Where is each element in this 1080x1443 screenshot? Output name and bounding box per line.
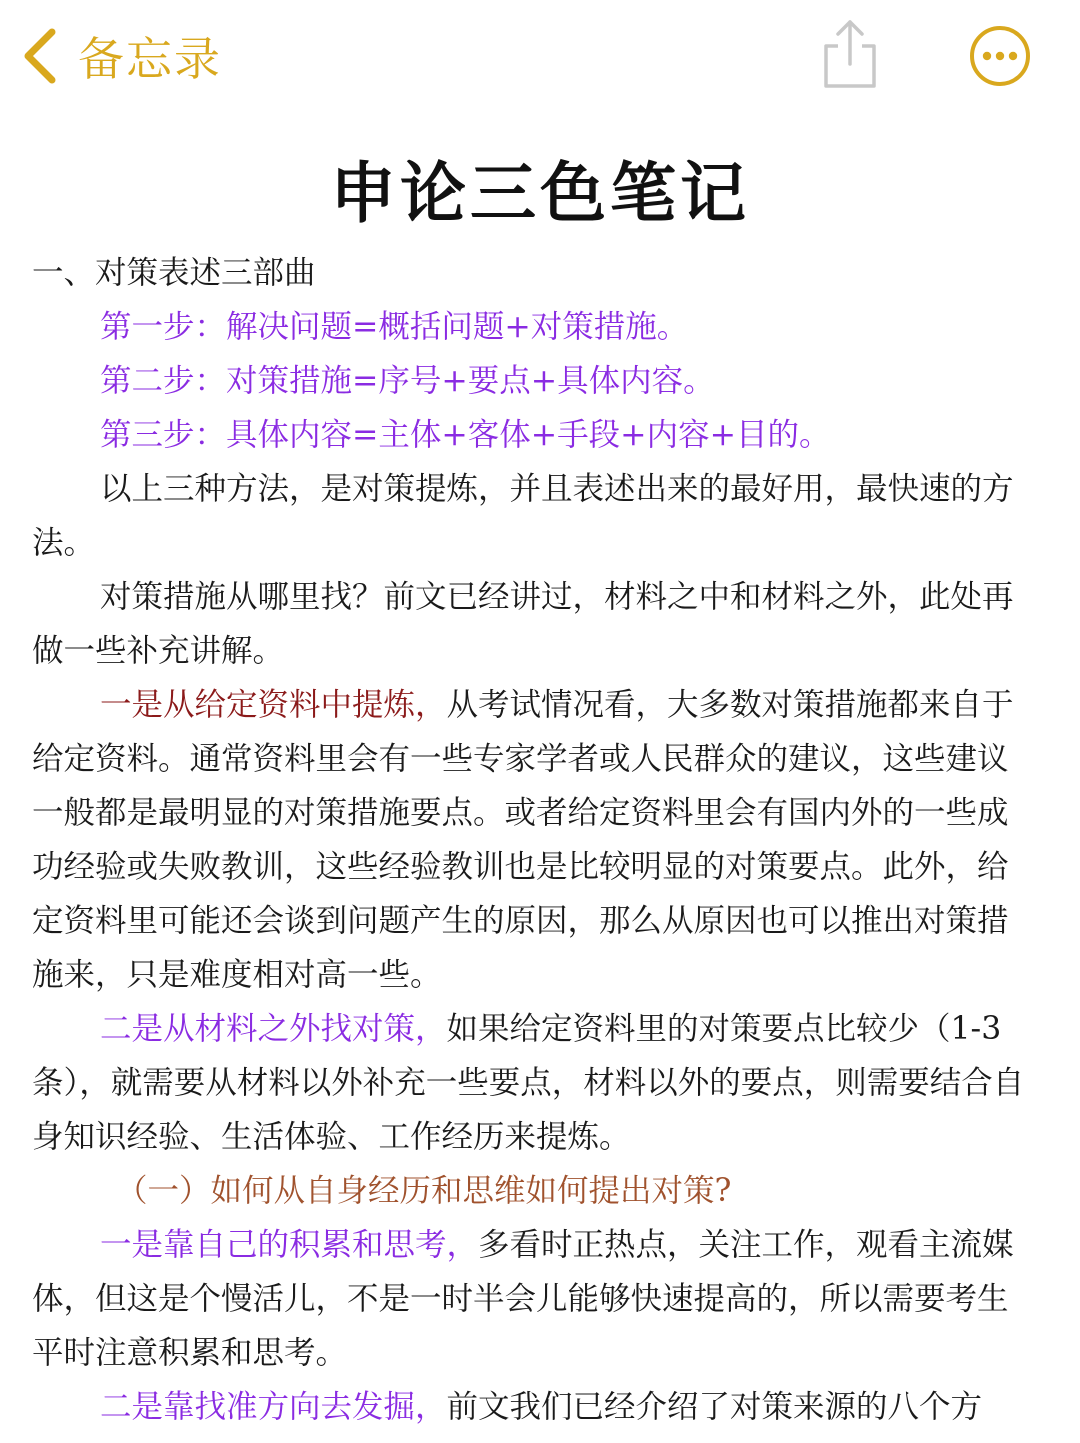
paragraph-outside-material bbox=[32, 1002, 1032, 1164]
step-three: 第三步：具体内容=主体+客体+手段+内容+目的。 bbox=[100, 417, 831, 453]
paragraph-direction bbox=[32, 1380, 1032, 1434]
back-label: 备忘录 bbox=[78, 32, 222, 86]
paragraph-methods: 以上三种方法，是对策提炼，并且表述出来的最好用，最快速的方法。 bbox=[32, 471, 1014, 561]
section-heading: 一、对策表述三部曲 bbox=[32, 255, 316, 291]
paragraph-where: 对策措施从哪里找？前文已经讲过，材料之中和材料之外，此处再做一些补充讲解。 bbox=[32, 579, 1014, 669]
paragraph-text: 前文我们已经介绍了对策来源的八个方 bbox=[446, 1389, 983, 1425]
paragraph-lead: 一是靠自己的积累和思考， bbox=[100, 1227, 479, 1263]
paragraph-from-material bbox=[32, 678, 1032, 1002]
navigation-bar bbox=[0, 0, 1080, 112]
step-one: 第一步：解决问题=概括问题+对策措施。 bbox=[100, 309, 689, 345]
chevron-left-icon bbox=[22, 28, 58, 84]
step-two: 第二步：对策措施=序号+要点+具体内容。 bbox=[100, 363, 715, 399]
note-title: 申论三色笔记 bbox=[330, 154, 750, 232]
paragraph-text: 如果给定资料里的对策要点比较少（1-3条），就需要从材料以外补充一些要点，材料以外的要点，则需要结合自身知识经验、生活体验、工作经历来提炼。 bbox=[32, 1011, 1025, 1155]
paragraph-text: 多看时正热点，关注工作，观看主流媒体，但这是个慢活儿，不是一时半会儿能够快速提高的，所以需要考生平时注意积累和思考。 bbox=[32, 1227, 1014, 1371]
subheading: （一）如何从自身经历和思维如何提出对策? bbox=[116, 1173, 732, 1209]
paragraph-text: 从考试情况看，大多数对策措施都来自于给定资料。通常资料里会有一些专家学者或人民群众的建议，这些建议一般都是最明显的对策措施要点。或者给定资料里会有国内外的一些成功经验或失败教训，这些经验教训也是比较明显的对策要点。此外，给定资料里可能还会谈到问题产生的原因，那么从原因也可以推出对策措施来，只是难度相对高一些。 bbox=[32, 687, 1014, 993]
share-icon[interactable] bbox=[820, 18, 880, 90]
paragraph-accumulate bbox=[32, 1218, 1032, 1380]
back-button[interactable] bbox=[22, 26, 222, 86]
note-body[interactable] bbox=[32, 246, 1032, 1434]
paragraph-lead: 二是靠找准方向去发掘， bbox=[100, 1389, 447, 1425]
paragraph-lead: 一是从给定资料中提炼， bbox=[100, 687, 447, 723]
paragraph-lead: 二是从材料之外找对策， bbox=[100, 1011, 447, 1047]
more-icon[interactable] bbox=[968, 24, 1032, 88]
